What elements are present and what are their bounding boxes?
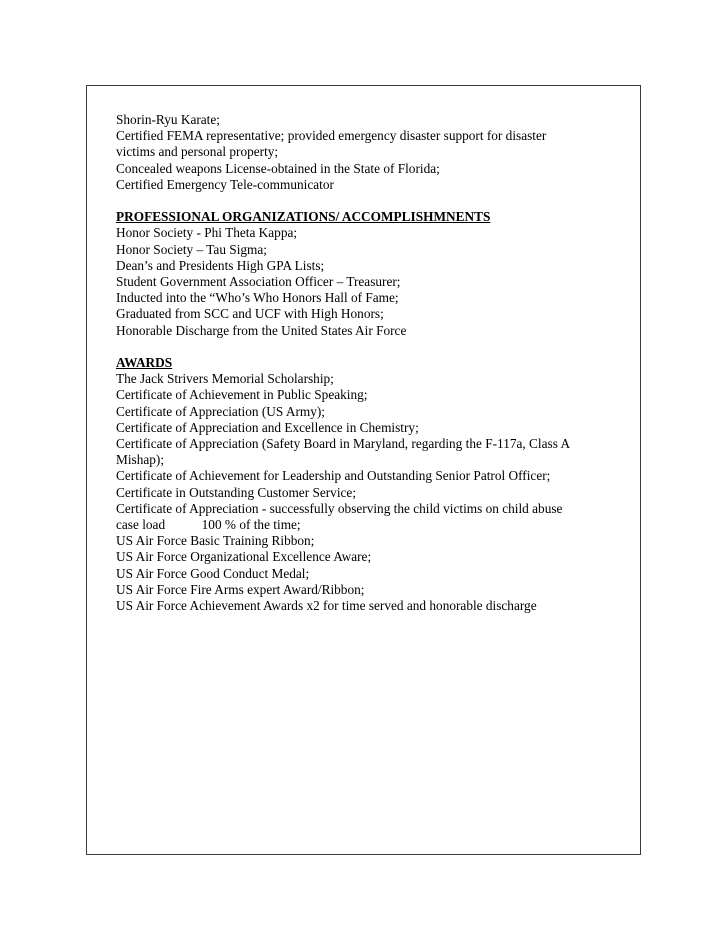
organizations-heading: PROFESSIONAL ORGANIZATIONS/ ACCOMPLISHMNENTS <box>116 209 491 225</box>
award-item: US Air Force Basic Training Ribbon; <box>116 533 315 549</box>
organization-item: Honorable Discharge from the United States Air Force <box>116 322 407 338</box>
award-item: Certificate of Achievement in Public Speaking; <box>116 387 368 403</box>
intro-line: Certified FEMA representative; provided emergency disaster support for disaster <box>116 128 547 144</box>
organization-item: Inducted into the “Who’s Who Honors Hall of Fame; <box>116 290 399 306</box>
resume-content <box>116 112 626 614</box>
awards-section <box>116 355 626 614</box>
awards-heading: AWARDS <box>116 355 173 371</box>
award-item: case load 100 % of the time; <box>116 517 301 533</box>
organizations-section <box>116 209 626 339</box>
award-item: Certificate of Achievement for Leadership and Outstanding Senior Patrol Officer; <box>116 468 551 484</box>
award-item: Certificate of Appreciation (Safety Board in Maryland, regarding the F-117a, Class A <box>116 436 571 452</box>
intro-section <box>116 112 626 193</box>
award-item: Mishap); <box>116 452 165 468</box>
intro-line: Shorin-Ryu Karate; <box>116 112 220 127</box>
section-spacer <box>116 339 626 355</box>
award-item: Certificate of Appreciation - successfully observing the child victims on child abuse <box>116 500 563 516</box>
award-item: Certificate of Appreciation (US Army); <box>116 403 325 419</box>
award-item: US Air Force Good Conduct Medal; <box>116 565 310 581</box>
section-spacer <box>116 193 626 209</box>
organization-item: Honor Society – Tau Sigma; <box>116 241 267 257</box>
award-item: US Air Force Fire Arms expert Award/Ribbon; <box>116 581 365 597</box>
award-item: US Air Force Organizational Excellence Aware; <box>116 549 372 565</box>
intro-line: victims and personal property; <box>116 144 279 160</box>
intro-line: Concealed weapons License-obtained in the State of Florida; <box>116 160 440 176</box>
organization-item: Dean’s and Presidents High GPA Lists; <box>116 257 325 273</box>
award-item: US Air Force Achievement Awards x2 for time served and honorable discharge <box>116 598 537 614</box>
intro-line: Certified Emergency Tele-communicator <box>116 176 334 192</box>
organization-item: Honor Society - Phi Theta Kappa; <box>116 225 298 241</box>
award-item: Certificate in Outstanding Customer Service; <box>116 484 357 500</box>
award-item: The Jack Strivers Memorial Scholarship; <box>116 371 334 387</box>
organization-item: Student Government Association Officer – Treasurer; <box>116 274 401 290</box>
award-item: Certificate of Appreciation and Excellence in Chemistry; <box>116 419 419 435</box>
organization-item: Graduated from SCC and UCF with High Honors; <box>116 306 384 322</box>
